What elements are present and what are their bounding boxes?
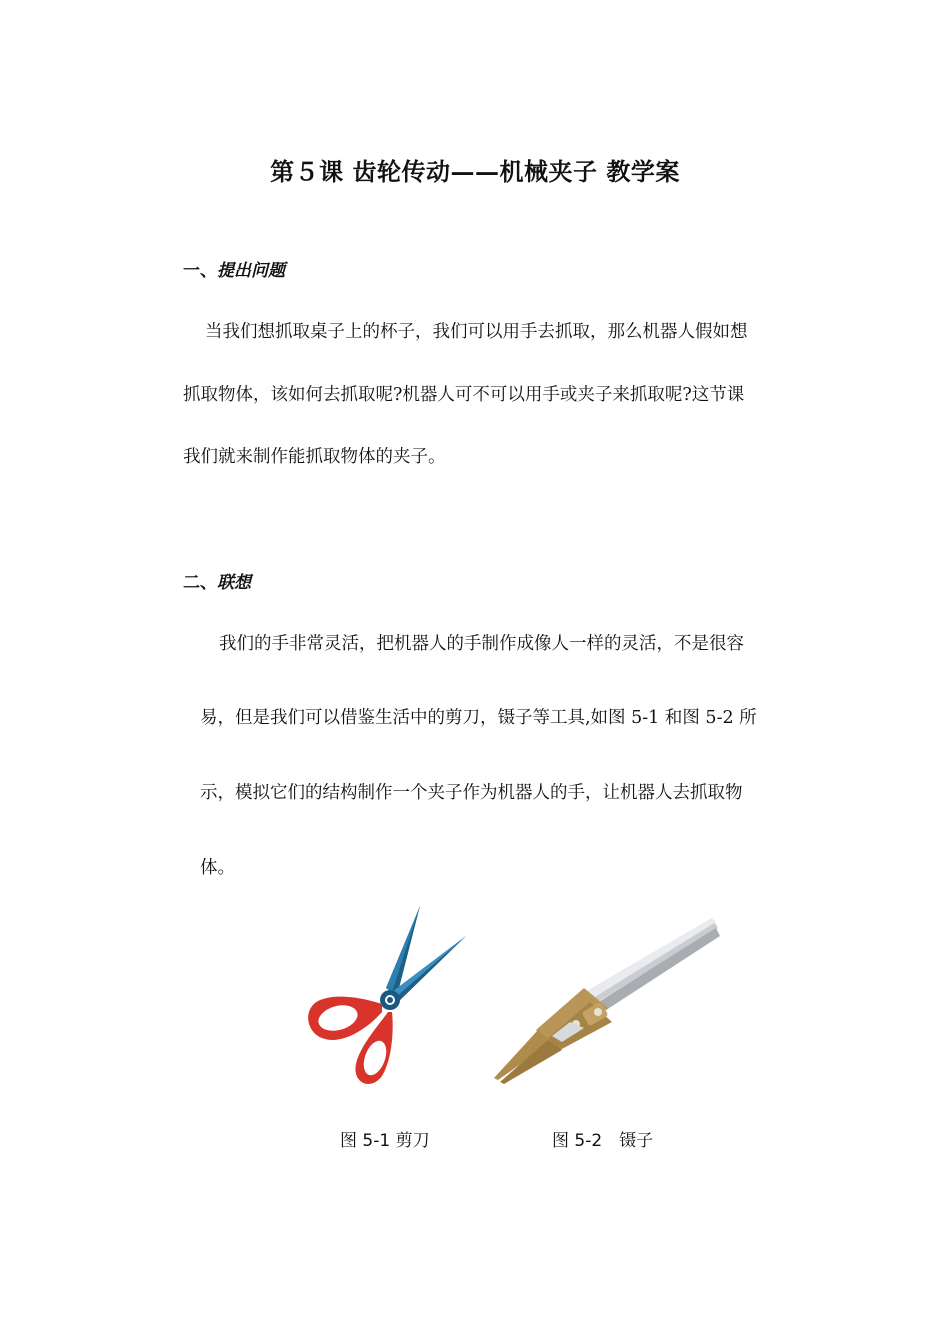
section-number: 一、: [183, 261, 217, 281]
paragraph-line: 易，但是我们可以借鉴生活中的剪刀，镊子等工具,如图 5-1 和图 5-2 所: [200, 708, 757, 728]
paragraph-line: 当我们想抓取桌子上的杯子，我们可以用手去抓取，那么机器人假如想: [205, 322, 748, 342]
section-title: 联想: [217, 573, 251, 593]
section-heading-2: [183, 568, 251, 593]
paragraph-line: 我们的手非常灵活，把机器人的手制作成像人一样的灵活，不是很容: [219, 634, 744, 654]
paragraph-line: 体。: [200, 858, 235, 878]
paragraph-line: 抓取物体，该如何去抓取呢?机器人可不可以用手或夹子来抓取呢?这节课: [183, 385, 745, 405]
scissors-icon: [300, 900, 475, 1095]
tweezers-icon: [490, 910, 725, 1090]
section-number: 二、: [183, 573, 217, 593]
paragraph-line: 我们就来制作能抓取物体的夹子。: [183, 447, 446, 467]
page-title: 第５课 齿轮传动——机械夹子 教学案: [270, 157, 680, 186]
section-heading-1: [183, 256, 285, 281]
figure-caption-5-1: 图 5-1 剪刀: [340, 1131, 430, 1151]
paragraph-line: 示，模拟它们的结构制作一个夹子作为机器人的手，让机器人去抓取物: [200, 783, 743, 803]
figure-caption-5-2: 图 5-2 镊子: [552, 1131, 654, 1151]
section-title: 提出问题: [217, 261, 285, 281]
